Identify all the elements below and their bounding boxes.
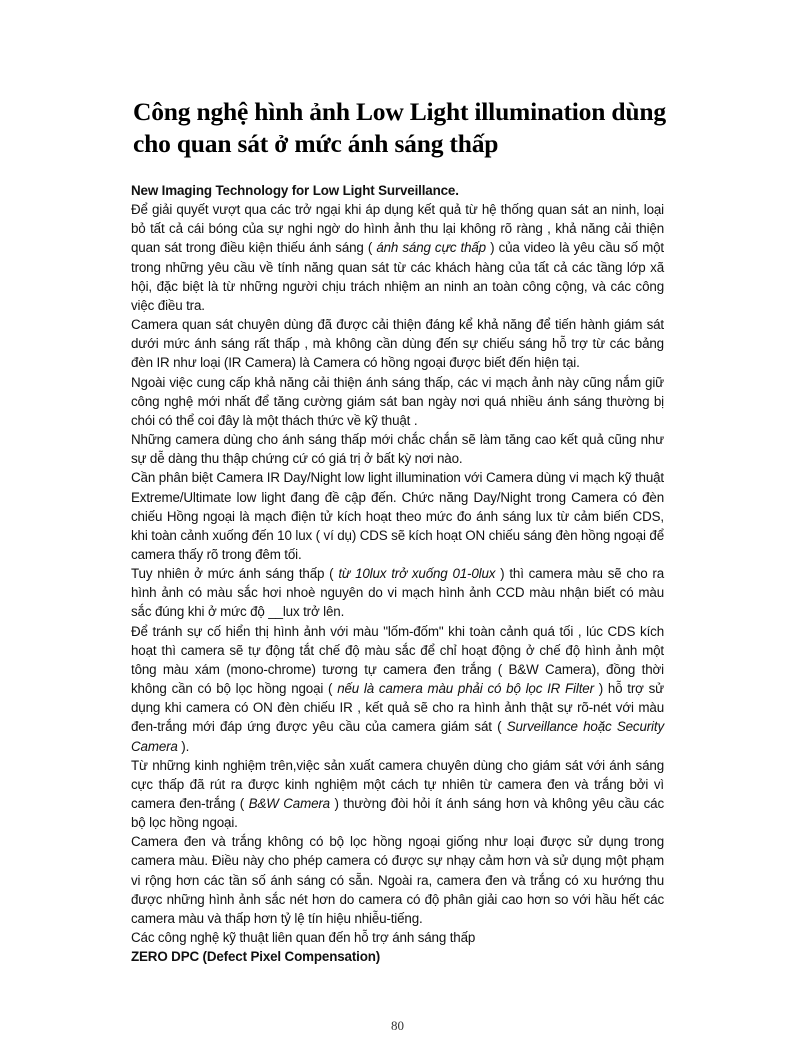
article-body [131,181,664,966]
paragraph-color-blur: Tuy nhiên ở mức ánh sáng thấp ( từ 10lux trở xuống 01-0lux ) thì camera màu sẽ cho ra hình ảnh có màu sắc hơi nhoè nguyên do vi mạch hình ảnh CCD màu nhận biết có màu sắc đúng khi ở mức độ __lux trở lên. [131,566,664,620]
paragraph-day-night: Cần phân biệt Camera IR Day/Night low light illumination với Camera dùng vi mạch kỹ thuật Extreme/Ultimate low light đang đề cập đến. Chức năng Day/Night trong Camera có đèn chiếu Hồng ngoại là mạch điện tử kích hoạt theo mức đo ánh sáng lux từ cảm biến CDS, khi toàn cảnh xuống đến 10 lux ( ví dụ) CDS sẽ kích hoạt ON chiếu sáng đèn hồng ngoại để camera thấy rõ trong đêm tối. [131,470,664,562]
paragraph-monochrome: Để tránh sự cố hiển thị hình ảnh với màu "lốm-đốm" khi toàn cảnh quá tối , lúc CDS kích hoạt thì camera sẽ tự động tắt chế độ màu sắc để chỉ hoạt động ở chế độ hình ảnh một tông màu xám (mono-chrome) tương tự camera đen trắng ( B&W Camera), đồng thời không cần có bộ lọc hồng ngoại ( nếu là camera màu phải có bộ lọc IR Filter ) hỗ trợ sử dụng khi camera có ON đèn chiếu IR , kết quả sẽ cho ra hình ảnh thật sự rõ-nét với màu đen-trắng mới đáp ứng được yêu cầu của camera giám sát ( Surveillance hoặc Security Camera ). [131,623,664,754]
page-title: Công nghệ hình ảnh Low Light illumination dùng cho quan sát ở mức ánh sáng thấp [133,97,666,158]
page-number: 80 [391,1018,404,1033]
paragraph-related-tech: Các công nghệ kỹ thuật liên quan đến hỗ trợ ánh sáng thấp [131,930,476,946]
section-heading: ZERO DPC (Defect Pixel Compensation) [131,949,381,965]
paragraph-intro: Để giải quyết vượt qua các trở ngại khi áp dụng kết quả từ hệ thống quan sát an ninh, loại bỏ tất cả cái bóng của sự nghi ngờ do hình ảnh thu lại không rõ ràng , khả năng cải thiện quan sát trong điều kiện thiếu ánh sáng ( ánh sáng cực thấp ) của video là yêu cầu số một trong những yêu cầu về tính năng quan sát từ các khách hàng của tất cả các tầng lớp xã hội, đặc biệt là từ những người chịu trách nhiệm an ninh an toàn công cộng, và các công việc điều tra. [131,202,664,313]
paragraph-bw-advantages: Camera đen và trắng không có bộ lọc hồng ngoại giống như loại được sử dụng trong camera màu. Điều này cho phép camera có được sự nhạy cảm hơn và sử dụng một phạm vi rộng hơn các tần số ánh sáng có sẵn. Ngoài ra, camera đen và trắng có xu hướng thu được những hình ảnh sắc nét hơn do camera có độ phân giải cao hơn so với hầu hết các camera màu và thấp hơn tỷ lệ tín hiệu nhiễu-tiếng. [131,834,664,926]
paragraph-evidence: Những camera dùng cho ánh sáng thấp mới chắc chắn sẽ làm tăng cao kết quả cũng như sự dễ dàng thu thập chứng cứ có giá trị ở bất kỳ nơi nào. [131,432,664,467]
paragraph-daytime: Ngoài việc cung cấp khả năng cải thiện ánh sáng thấp, các vi mạch ảnh này cũng nắm giữ công nghệ mới nhất để tăng cường giám sát ban ngày nơi quá nhiều ánh sáng thường bị chói có thể coi đây là một thách thức về kỹ thuật . [131,374,664,428]
paragraph-experience: Từ những kinh nghiệm trên,việc sản xuất camera chuyên dùng cho giám sát với ánh sáng cực thấp đã rút ra được kinh nghiệm một cách tự nhiên từ camera đen và trắng bởi vì camera đen-trắng ( B&W Camera ) thường đòi hỏi ít ánh sáng hơn và không yêu cầu các bộ lọc hồng ngoại. [131,757,664,831]
subtitle: New Imaging Technology for Low Light Surveillance. [131,183,459,198]
paragraph-camera-improvement: Camera quan sát chuyên dùng đã được cải thiện đáng kể khả năng để tiến hành giám sát dưới mức ánh sáng rất thấp , mà không cần dùng đến sự chiếu sáng hỗ trợ từ các bảng đèn IR như loại (IR Camera) là Camera có hồng ngoại được biết đến hiện tại. [131,317,664,371]
